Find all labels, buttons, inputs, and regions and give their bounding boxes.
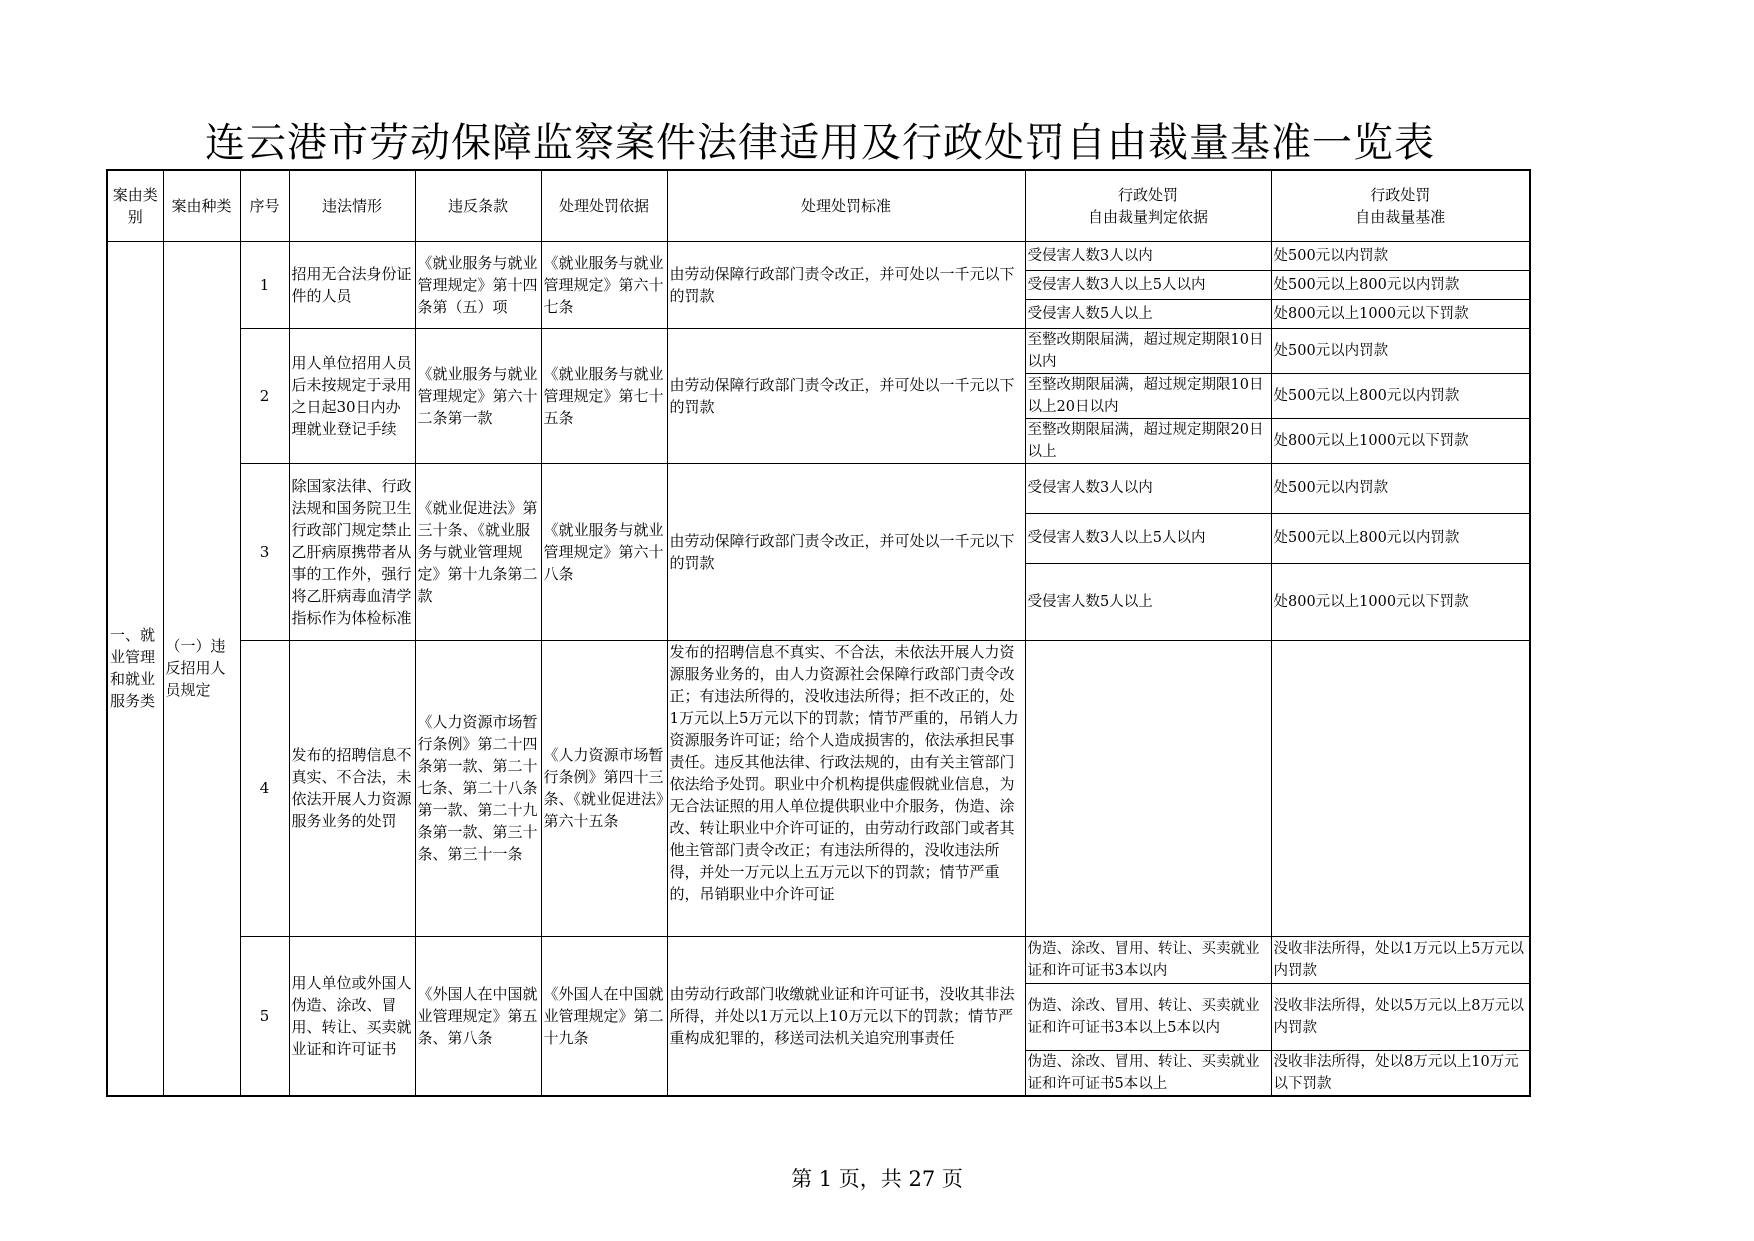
- page-title: 连云港市劳动保障监察案件法律适用及行政处罚自由裁量基准一览表: [205, 120, 1435, 166]
- header-type: 案由种类: [163, 170, 240, 241]
- row-no: 4: [240, 640, 289, 936]
- row-article: 《人力资源市场暂行条例》第二十四条第一款、第二十七条、第二十八条第一款、第二十九条第一款、第三十条、第三十一条: [415, 640, 541, 936]
- row-standard: [667, 640, 1025, 936]
- row-benchmark: 处500元以内罚款: [1271, 241, 1530, 270]
- header-benchmark-line2: 自由裁量基准: [1355, 207, 1446, 226]
- header-standard: 处理处罚标准: [667, 170, 1025, 241]
- header-row: [107, 170, 1530, 241]
- row-article: 《就业服务与就业管理规定》第六十二条第一款: [415, 328, 541, 463]
- table-row: [107, 936, 1530, 983]
- row-article: 《就业服务与就业管理规定》第十四条第（五）项: [415, 241, 541, 328]
- row-situation: 招用无合法身份证件的人员: [289, 241, 415, 328]
- row-no: 3: [240, 463, 289, 640]
- row-situation: [289, 463, 415, 640]
- row-no: 5: [240, 936, 289, 1096]
- header-benchmark-line1: 行政处罚: [1370, 185, 1431, 204]
- row-basis: 《就业服务与就业管理规定》第七十五条: [541, 328, 667, 463]
- row-judge-basis: 受侵害人数3人以上5人以内: [1025, 513, 1271, 563]
- row-judge-basis: 受侵害人数5人以上: [1025, 299, 1271, 328]
- page-footer: 第 1 页，共 27 页: [791, 1167, 963, 1191]
- row-standard-text: 发布的招聘信息不真实、不合法，未依法开展人力资源服务业务的，由人力资源社会保障行政部门责令改正；有违法所得的，没收违法所得；拒不改正的，处1万元以上5万元以下的罚款；情节严重的，吊销人力资源服务许可证；给个人造成损害的，依法承担民事责任。违反其他法律、行政法规的，由有关主管部门依法给予处罚。职业中介机构提供虚假就业信息，为无合法证照的用人单位提供职业中介服务，伪造、涂改、转让职业中介许可证的，由劳动行政部门或者其他主管部门责令改正；有违法所得的，没收违法所得，并处一万元以上五万元以下的罚款；情节严重的，吊销职业中介许可证: [669, 642, 1019, 903]
- table-row: [107, 463, 1530, 513]
- row-benchmark: 处500元以内罚款: [1271, 328, 1530, 373]
- row-situation: 用人单位或外国人伪造、涂改、冒用、转让、买卖就业证和许可证书: [289, 936, 415, 1096]
- row-benchmark: 处500元以上800元以内罚款: [1271, 373, 1530, 418]
- table-row: [107, 241, 1530, 270]
- row-benchmark: 处800元以上1000元以下罚款: [1271, 299, 1530, 328]
- row-judge-basis: 受侵害人数3人以内: [1025, 241, 1271, 270]
- row-standard: 由劳动保障行政部门责令改正，并可处以一千元以下的罚款: [667, 328, 1025, 463]
- row-benchmark: 处500元以内罚款: [1271, 463, 1530, 513]
- row-standard: 由劳动保障行政部门责令改正，并可处以一千元以下的罚款: [667, 463, 1025, 640]
- table-row: [107, 328, 1530, 373]
- row-article: 《外国人在中国就业管理规定》第五条、第八条: [415, 936, 541, 1096]
- row-judge-basis: 受侵害人数3人以上5人以内: [1025, 270, 1271, 299]
- header-judge-basis: [1025, 170, 1271, 241]
- row-standard: 由劳动行政部门收缴就业证和许可证书，没收其非法所得，并处以1万元以上10万元以下的罚款；情节严重构成犯罪的，移送司法机关追究刑事责任: [667, 936, 1025, 1096]
- row-benchmark: 没收非法所得，处以5万元以上8万元以内罚款: [1271, 983, 1530, 1050]
- row-no: 2: [240, 328, 289, 463]
- row-basis: 《就业服务与就业管理规定》第六十八条: [541, 463, 667, 640]
- row-judge-basis: 受侵害人数3人以内: [1025, 463, 1271, 513]
- row-basis: 《人力资源市场暂行条例》第四十三条、《就业促进法》第六十五条: [541, 640, 667, 936]
- header-benchmark: [1271, 170, 1530, 241]
- row-basis: 《就业服务与就业管理规定》第六十七条: [541, 241, 667, 328]
- row-situation: 发布的招聘信息不真实、不合法，未依法开展人力资源服务业务的处罚: [289, 640, 415, 936]
- row-judge-basis: 伪造、涂改、冒用、转让、买卖就业证和许可证书3本以上5本以内: [1025, 983, 1271, 1050]
- header-situation: 违法情形: [289, 170, 415, 241]
- row-judge-basis: 至整改期限届满，超过规定期限10日以上20日以内: [1025, 373, 1271, 418]
- header-judge-basis-line2: 自由裁量判定依据: [1087, 207, 1208, 226]
- row-situation-text: 除国家法律、行政法规和国务院卫生行政部门规定禁止乙肝病原携带者从事的工作外，强行将乙肝病毒血清学指标作为体检标准: [291, 476, 412, 627]
- row-benchmark: 没收非法所得，处以1万元以上5万元以内罚款: [1271, 936, 1530, 983]
- row-benchmark: 处500元以上800元以内罚款: [1271, 270, 1530, 299]
- header-category: 案由类别: [107, 170, 163, 241]
- header-basis: 处理处罚依据: [541, 170, 667, 241]
- row-judge-basis: 伪造、涂改、冒用、转让、买卖就业证和许可证书5本以上: [1025, 1050, 1271, 1096]
- row-situation: 用人单位招用人员后未按规定于录用之日起30日内办理就业登记手续: [289, 328, 415, 463]
- case-category: 一、就业管理和就业服务类: [107, 241, 163, 1096]
- header-article: 违反条款: [415, 170, 541, 241]
- row-no: 1: [240, 241, 289, 328]
- row-judge-basis: 受侵害人数5人以上: [1025, 563, 1271, 640]
- row-benchmark: 处800元以上1000元以下罚款: [1271, 563, 1530, 640]
- row-benchmark-empty: [1271, 640, 1530, 936]
- discretion-table: [106, 169, 1531, 1097]
- row-benchmark: 处500元以上800元以内罚款: [1271, 513, 1530, 563]
- table-row: [107, 640, 1530, 936]
- row-benchmark: 处800元以上1000元以下罚款: [1271, 418, 1530, 463]
- row-basis: 《外国人在中国就业管理规定》第二十九条: [541, 936, 667, 1096]
- row-benchmark: 没收非法所得，处以8万元以上10万元以下罚款: [1271, 1050, 1530, 1096]
- case-type: （一）违反招用人员规定: [163, 241, 240, 1096]
- row-judge-basis: 伪造、涂改、冒用、转让、买卖就业证和许可证书3本以内: [1025, 936, 1271, 983]
- header-no: 序号: [240, 170, 289, 241]
- row-judge-basis-empty: [1025, 640, 1271, 936]
- header-judge-basis-line1: 行政处罚: [1117, 185, 1178, 204]
- row-standard: 由劳动保障行政部门责令改正，并可处以一千元以下的罚款: [667, 241, 1025, 328]
- row-judge-basis: 至整改期限届满，超过规定期限10日以内: [1025, 328, 1271, 373]
- row-article: 《就业促进法》第三十条、《就业服务与就业管理规定》第十九条第二款: [415, 463, 541, 640]
- row-judge-basis: 至整改期限届满，超过规定期限20日以上: [1025, 418, 1271, 463]
